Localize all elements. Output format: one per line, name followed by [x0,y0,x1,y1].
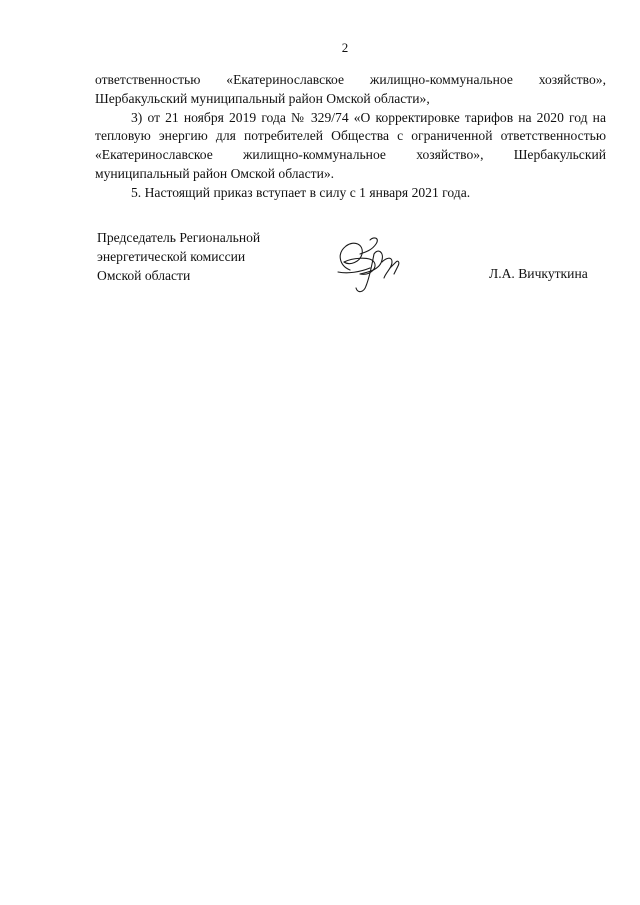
paragraph-continuation: ответственностью «Екатеринославское жилищно-коммунальное хозяйство», Шербакульский муниципальный район Омской области», [95,72,606,106]
handwritten-signature [330,232,408,296]
signatory-title-line: Омской области [97,267,191,283]
document-body [95,71,606,203]
signatory-name: Л.А. Вичкуткина [489,266,588,281]
signatory-title-line: Председатель Региональной [97,230,261,245]
paragraph-item-5: 5. Настоящий приказ вступает в силу с 1 января 2021 года. [131,184,471,200]
paragraph-item-3: 3) от 21 ноября 2019 года № 329/74 «О корректировке тарифов на 2020 год на тепловую энергию для потребителей Общества с ограниченной ответственностью «Екатеринославское жилищно-коммунальное хозяйство», Шербакульский муниципальный район Омской области». [95,109,606,181]
page-number: 2 [341,40,349,55]
signatory-title [97,229,317,285]
signatory-title-line: энергетической комиссии [97,248,246,264]
